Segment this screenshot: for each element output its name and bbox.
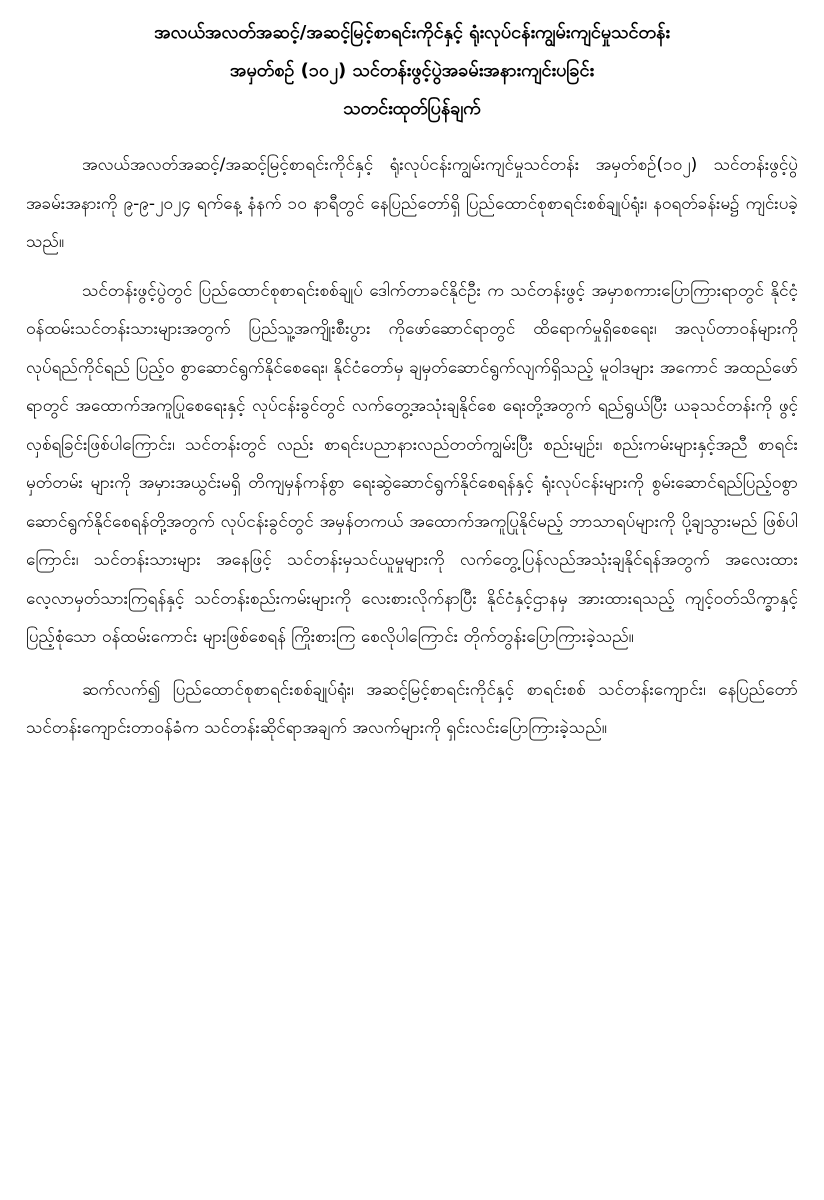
body-text	[26, 146, 798, 748]
paragraph-3: ဆက်လက်၍ ပြည်ထောင်စုစာရင်းစစ်ချုပ်ရုံး၊ အဆင့်မြင့်စာရင်းကိုင်နှင့် စာရင်းစစ် သင်တန်းကျောင်း၊ နေပြည်တော်သင်တန်းကျောင်းတာဝန်ခံက သင်တန်းဆိုင်ရာအချက် အလက်များကို ရှင်းလင်းပြောကြားခဲ့သည်။	[26, 679, 798, 738]
paragraph-1: အလယ်အလတ်အဆင့်/အဆင့်မြင့်စာရင်းကိုင်နှင့် ရုံးလုပ်ငန်းကျွမ်းကျင်မှုသင်တန်း အမှတ်စဉ်(၁၀၂) သင်တန်းဖွင့်ပွဲ အခမ်းအနားကို ၉-၉-၂၀၂၄ ရက်နေ့ နံနက် ၁၀ နာရီတွင် နေပြည်တော်ရှိ ပြည်ထောင်စုစာရင်းစစ်ချုပ်ရုံး၊ နဝရတ်ခန်းမ၌ ကျင်းပခဲ့သည်။	[26, 155, 798, 252]
paragraph-2: သင်တန်းဖွင့်ပွဲတွင် ပြည်ထောင်စုစာရင်းစစ်ချုပ် ဒေါက်တာခင်နိုင်ဦး က သင်တန်းဖွင့် အမှာစကားပြောကြားရာတွင် နိုင်ငံ့ဝန်ထမ်းသင်တန်းသားများအတွက် ပြည်သူ့အကျိုးစီးပွား ကိုဖော်ဆောင်ရာတွင် ထိရောက်မှုရှိစေရေး၊ အလုပ်တာဝန်များကို လုပ်ရည်ကိုင်ရည် ပြည့်ဝ စွာဆောင်ရွက်နိုင်စေရေး၊ နိုင်ငံတော်မှ ချမှတ်ဆောင်ရွက်လျက်ရှိသည့် မူဝါဒများ အကောင် အထည်ဖော်ရာတွင် အထောက်အကူပြုစေရေးနှင့် လုပ်ငန်းခွင်တွင် လက်တွေ့အသုံးချနိုင်စေ ရေးတို့အတွက် ရည်ရွယ်ပြီး ယခုသင်တန်းကို ဖွင့်လှစ်ရခြင်းဖြစ်ပါကြောင်း၊ သင်တန်းတွင် လည်း စာရင်းပညာနားလည်တတ်ကျွမ်းပြီး စည်းမျဉ်း၊ စည်းကမ်းများနှင့်အညီ စာရင်းမှတ်တမ်း များကို အမှားအယွင်းမရှိ တိကျမှန်ကန်စွာ ရေးဆွဲဆောင်ရွက်နိုင်စေရန်နှင့် ရုံးလုပ်ငန်းများကို စွမ်းဆောင်ရည်ပြည့်ဝစွာ ဆောင်ရွက်နိုင်စေရန်တို့အတွက် လုပ်ငန်းခွင်တွင် အမှန်တကယ် အထောက်အကူပြုနိုင်မည့် ဘာသာရပ်များကို ပို့ချသွားမည် ဖြစ်ပါကြောင်း၊ သင်တန်းသားများ အနေဖြင့် သင်တန်းမှသင်ယူမှုများကို လက်တွေ့ပြန်လည်အသုံးချနိုင်ရန်အတွက် အလေးထား လေ့လာမှတ်သားကြရန်နှင့် သင်တန်းစည်းကမ်းများကို လေးစားလိုက်နာပြီး နိုင်ငံနှင့်ဌာနမှ အားထားရသည့် ကျင့်ဝတ်သိက္ခာနှင့်ပြည့်စုံသော ဝန်ထမ်းကောင်း များဖြစ်စေရန် ကြိုးစားကြ စေလိုပါကြောင်း တိုက်တွန်းပြောကြားခဲ့သည်။	[26, 280, 798, 647]
title-line-1: အလယ်အလတ်အဆင့်/အဆင့်မြင့်စာရင်းကိုင်နှင့် ရုံးလုပ်ငန်းကျွမ်းကျင်မှုသင်တန်း	[154, 22, 670, 43]
title-line-2: အမှတ်စဉ် (၁၀၂) သင်တန်းဖွင့်ပွဲအခမ်းအနားကျင်းပခြင်း	[229, 60, 595, 81]
title-line-3: သတင်းထုတ်ပြန်ချက်	[343, 98, 481, 119]
title-block	[26, 14, 798, 128]
